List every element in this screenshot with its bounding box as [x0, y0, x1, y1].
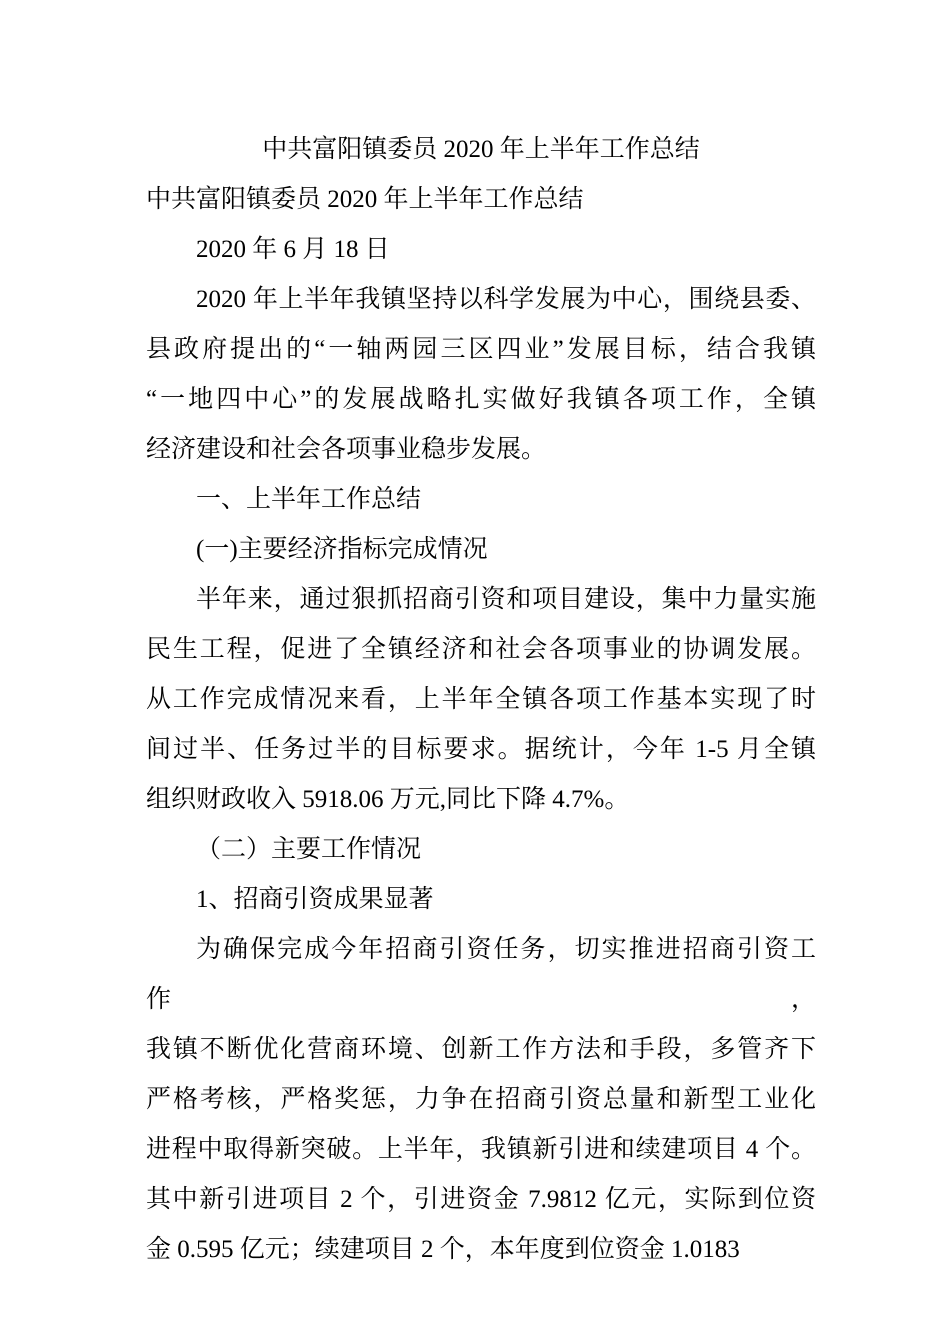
paragraph-line: “一地四中心”的发展战略扎实做好我镇各项工作，全镇	[146, 386, 816, 413]
paragraph-line: 县政府提出的“一轴两园三区四业”发展目标，结合我镇	[146, 336, 816, 363]
paragraph-line: 从工作完成情况来看，上半年全镇各项工作基本实现了时	[146, 686, 816, 713]
paragraph-line: 其中新引进项目 2 个，引进资金 7.9812 亿元，实际到位资	[146, 1186, 816, 1213]
document-subtitle: 中共富阳镇委员 2020 年上半年工作总结	[146, 186, 584, 213]
paragraph-line: 严格考核，严格奖惩，力争在招商引资总量和新型工业化	[146, 1086, 816, 1113]
item-1-heading: 1、招商引资成果显著	[196, 886, 434, 913]
paragraph-line: 组织财政收入 5918.06 万元,同比下降 4.7%。	[146, 786, 630, 813]
paragraph-line: 为确保完成今年招商引资任务，切实推进招商引资工作，	[146, 936, 816, 1013]
document-title: 中共富阳镇委员 2020 年上半年工作总结	[262, 136, 700, 163]
subsection-1-heading: (一)主要经济指标完成情况	[196, 536, 488, 563]
section-1-heading: 一、上半年工作总结	[196, 486, 422, 513]
paragraph-line: 进程中取得新突破。上半年，我镇新引进和续建项目 4 个。	[146, 1136, 816, 1163]
paragraph-line: 半年来，通过狠抓招商引资和项目建设，集中力量实施	[196, 586, 816, 613]
paragraph-line: 经济建设和社会各项事业稳步发展。	[146, 436, 547, 463]
paragraph-line: 民生工程，促进了全镇经济和社会各项事业的协调发展。	[146, 636, 816, 663]
document-date: 2020 年 6 月 18 日	[196, 236, 390, 263]
paragraph-line: 间过半、任务过半的目标要求。据统计，今年 1-5 月全镇	[146, 736, 816, 763]
paragraph-line: 金 0.595 亿元；续建项目 2 个，本年度到位资金 1.0183	[146, 1236, 740, 1263]
paragraph-line: 我镇不断优化营商环境、创新工作方法和手段，多管齐下	[146, 1036, 816, 1063]
paragraph-line: 2020 年上半年我镇坚持以科学发展为中心，围绕县委、	[196, 286, 816, 313]
subsection-2-heading: （二）主要工作情况	[196, 836, 422, 863]
